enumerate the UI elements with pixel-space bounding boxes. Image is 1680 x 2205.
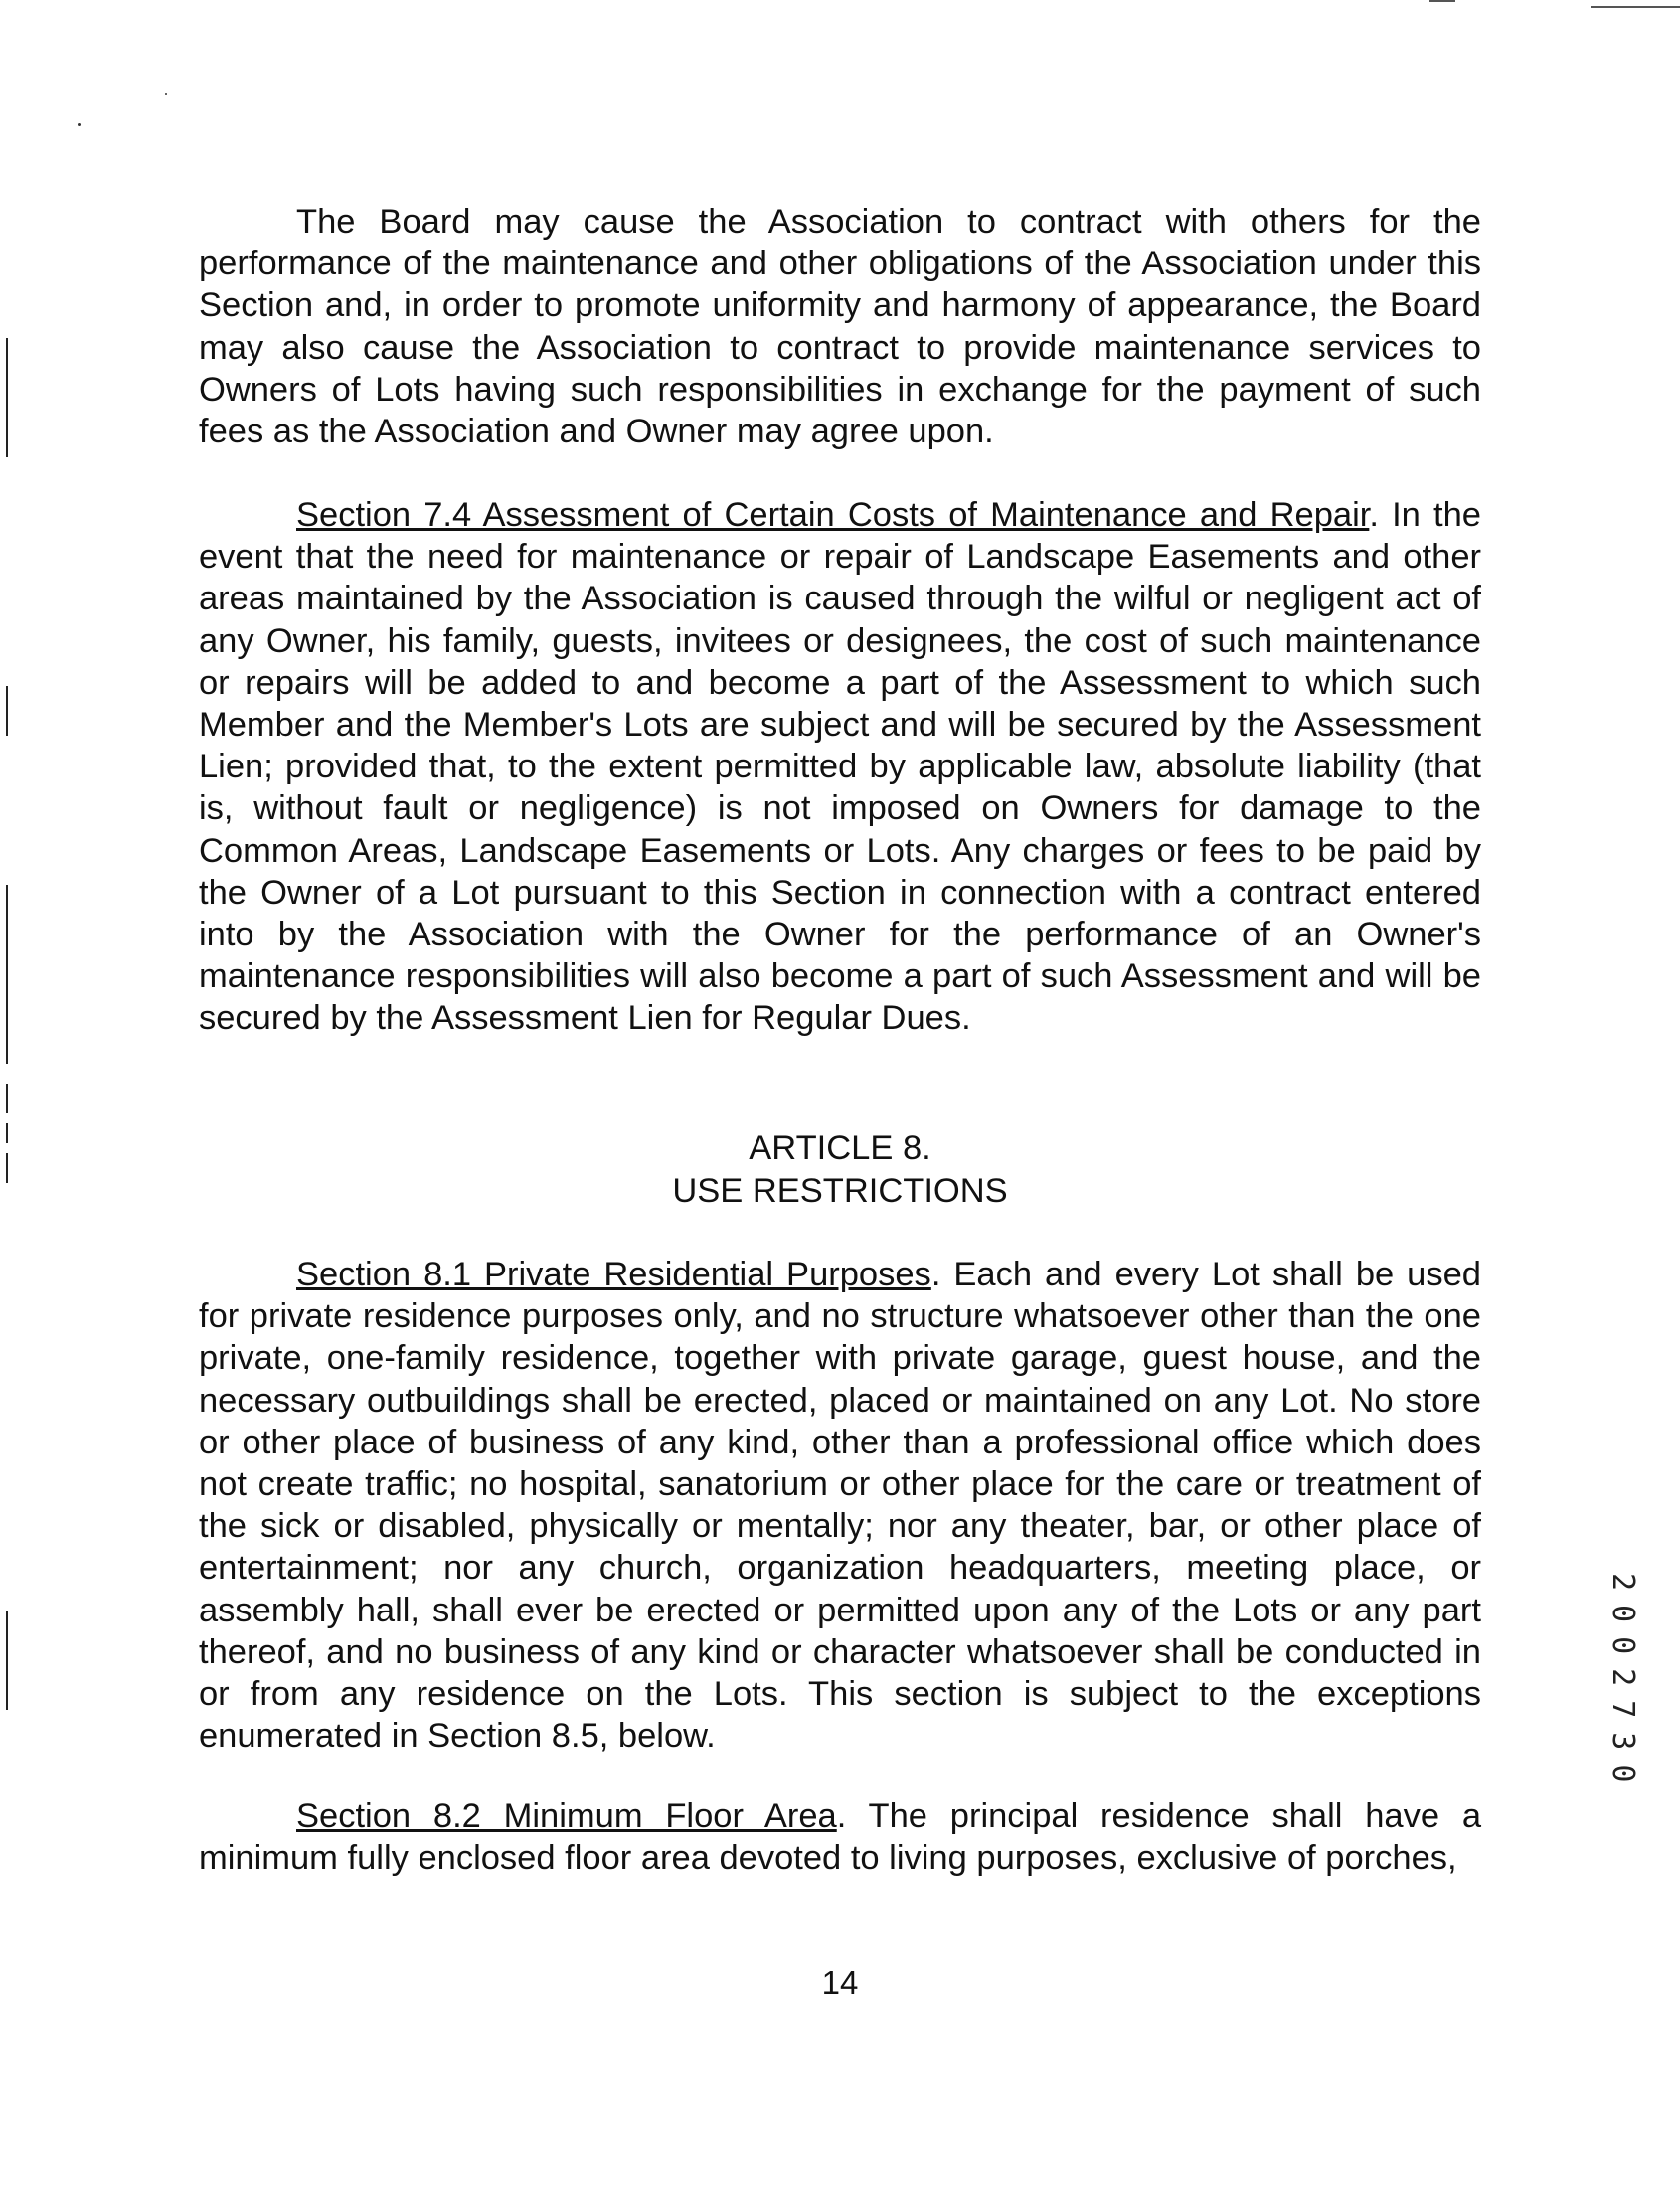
section-heading: Section 7.4 Assessment of Certain Costs of Maintenance and Repair	[296, 496, 1370, 534]
article-title: USE RESTRICTIONS	[672, 1172, 1008, 1210]
edge-mark	[6, 885, 8, 1064]
section-8-1-paragraph	[199, 1254, 1481, 1757]
paragraph-body: The Board may cause the Association to contract with others for the performance of the maintenance and other obligations of the Association under this Section and, in order to promote uniformity and harmony of appearance, the Board may also cause the Association to contract to provide maintenance services to Owners of Lots having such responsibilities in exchange for the payment of such fees as the Association and Owner may agree upon.	[199, 203, 1481, 451]
stamp-number: 2002730	[1605, 1573, 1640, 1796]
edge-mark	[6, 686, 8, 736]
edge-mark	[6, 1084, 8, 1113]
page-number: 14	[821, 1964, 859, 2001]
edge-mark	[6, 1611, 8, 1710]
paragraph-body: . Each and every Lot shall be used for private residence purposes only, and no structure whatsoever other than the one private, one-family residence, together with private garage, guest house, and the necessary outbuildings shall be erected, placed or maintained on any Lot. No store or other place of business of any kind, other than a professional office which does not create traffic; no hospital, sanatorium or other place for the care or treatment of the sick or disabled, physically or mentally; nor any theater, bar, or other place of entertainment; nor any church, organization headquarters, meeting place, or assembly hall, shall ever be erected or permitted upon any of the Lots or any part thereof, and no business of any kind or character whatsoever shall be conducted in or from any residence on the Lots. This section is subject to the exceptions enumerated in Section 8.5, below.	[199, 1256, 1481, 1756]
section-heading: Section 8.1 Private Residential Purposes	[296, 1256, 931, 1293]
margin-recording-stamp	[1602, 1573, 1642, 1911]
section-8-2-paragraph	[199, 1795, 1481, 1879]
section-heading: Section 8.2 Minimum Floor Area	[296, 1797, 837, 1835]
top-scan-rule	[1591, 6, 1680, 8]
paragraph-body: . In the event that the need for maintenance or repair of Landscape Easements and other areas maintained by the Association is caused through the wilful or negligent act of any Owner, his family, guests, invitees or designees, the cost of such maintenance or repairs will be added to and become a part of the Assessment to which such Member and the Member's Lots are subject and will be secured by the Assessment Lien; provided that, to the extent permitted by applicable law, absolute liability (that is, without fault or negligence) is not imposed on Owners for damage to the Common Areas, Landscape Easements or Lots. Any charges or fees to be paid by the Owner of a Lot pursuant to this Section in connection with a contract entered into by the Association with the Owner for the performance of an Owner's maintenance responsibilities will also become a part of such Assessment and will be secured by the Assessment Lien for Regular Dues.	[199, 496, 1481, 1038]
paragraph-contract-maintenance	[199, 201, 1481, 452]
paragraph-body: . The principal residence shall have a minimum fully enclosed floor area devoted to living purposes, exclusive of porches,	[199, 1797, 1481, 1878]
article-number: ARTICLE 8.	[749, 1129, 931, 1167]
scan-speck	[78, 123, 81, 126]
section-7-4-paragraph	[199, 494, 1481, 1040]
top-scan-rule	[1429, 0, 1455, 2]
binder-edge-marks	[6, 338, 12, 1789]
scan-speck	[165, 93, 167, 95]
edge-mark	[6, 338, 8, 457]
